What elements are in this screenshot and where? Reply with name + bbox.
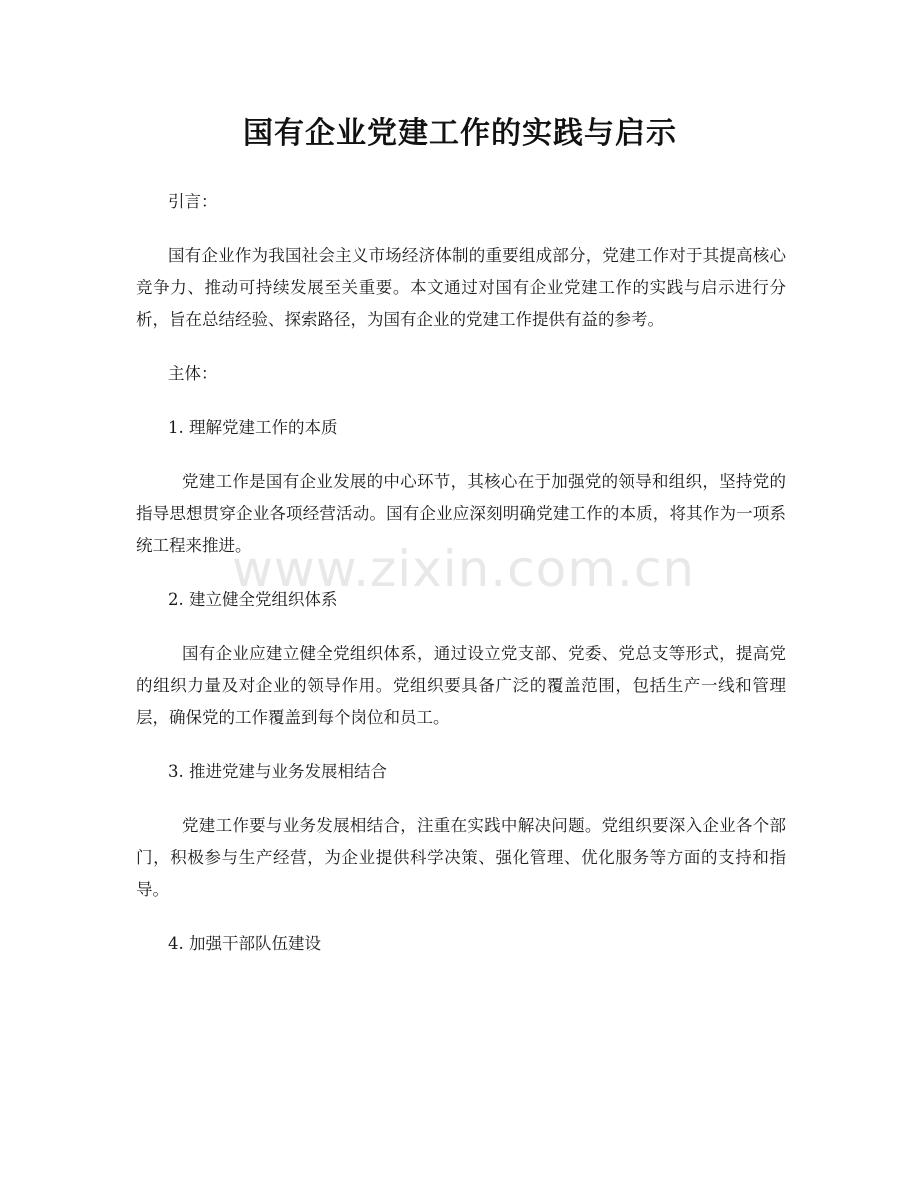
- intro-label: 引言：: [168, 192, 218, 211]
- section-heading-2: 2. 建立健全党组织体系: [168, 590, 338, 609]
- section-heading-1: 1. 理解党建工作的本质: [168, 418, 338, 437]
- section-heading-4: 4. 加强干部队伍建设: [168, 934, 321, 953]
- watermark-text: www.zixin.com.cn: [232, 540, 696, 598]
- section-paragraph-3: 党建工作要与业务发展相结合，注重在实践中解决问题。党组织要深入企业各个部门，积极参与生产经营，为企业提供科学决策、强化管理、优化服务等方面的支持和指导。: [136, 816, 786, 899]
- main-label: 主体：: [168, 364, 218, 383]
- section-paragraph-2: 国有企业应建立健全党组织体系，通过设立党支部、党委、党总支等形式，提高党的组织力量及对企业的领导作用。党组织要具备广泛的覆盖范围，包括生产一线和管理层，确保党的工作覆盖到每个岗位和员工。: [136, 644, 786, 727]
- section-paragraph-1: 党建工作是国有企业发展的中心环节，其核心在于加强党的领导和组织，坚持党的指导思想贯穿企业各项经营活动。国有企业应深刻明确党建工作的本质，将其作为一项系统工程来推进。: [136, 472, 786, 555]
- document-body: [136, 186, 786, 982]
- section-heading-3: 3. 推进党建与业务发展相结合: [168, 762, 387, 781]
- intro-paragraph: 国有企业作为我国社会主义市场经济体制的重要组成部分，党建工作对于其提高核心竞争力、推动可持续发展至关重要。本文通过对国有企业党建工作的实践与启示进行分析，旨在总结经验、探索路径，为国有企业的党建工作提供有益的参考。: [136, 246, 786, 329]
- document-title: 国有企业党建工作的实践与启示: [243, 116, 677, 151]
